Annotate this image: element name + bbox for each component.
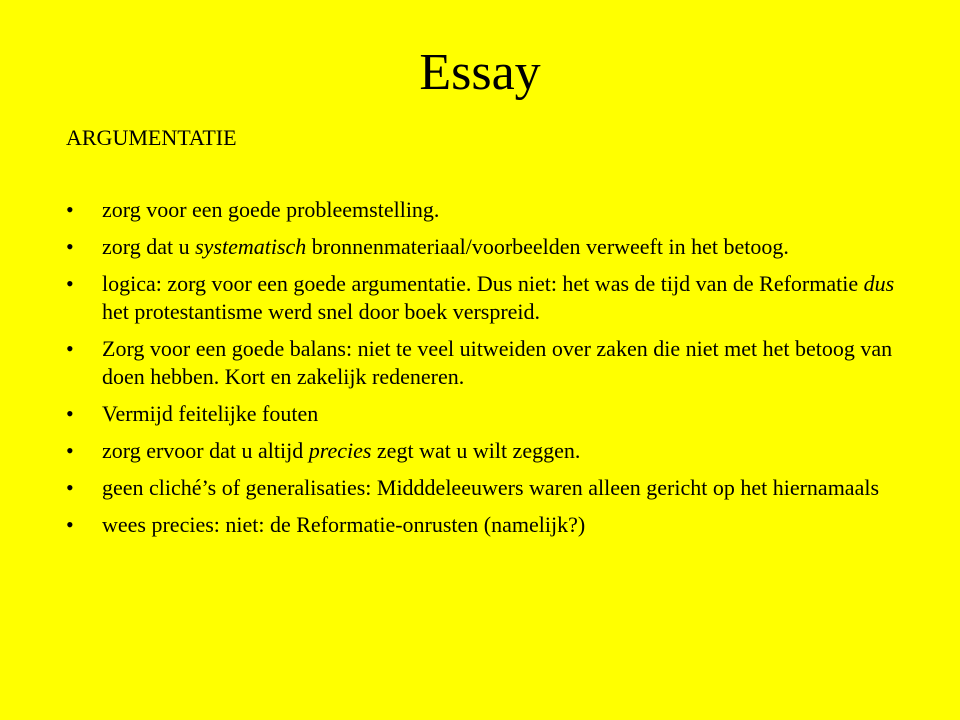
bullet-item: [66, 233, 906, 261]
bullet-item: [66, 400, 906, 428]
section-heading: ARGUMENTATIE: [66, 125, 237, 150]
bullet-text: bronnenmateriaal/voorbeelden verweeft in het betoog.: [306, 234, 789, 259]
bullet-text: wees precies: niet: de Reformatie-onrusten (namelijk?): [102, 512, 586, 537]
bullet-item: [66, 474, 906, 502]
emphasis-text: systematisch: [195, 234, 307, 259]
bullet-icon: •: [66, 234, 74, 259]
bullet-item: [66, 437, 906, 465]
emphasis-text: precies: [308, 438, 372, 463]
bullet-icon: •: [66, 438, 74, 463]
bullet-text: zorg ervoor dat u altijd: [102, 438, 309, 463]
bullet-text: zorg voor een goede probleemstelling.: [102, 197, 440, 222]
bullet-icon: •: [66, 475, 74, 500]
bullet-item: [66, 270, 906, 326]
bullet-text: Vermijd feitelijke fouten: [102, 401, 319, 426]
bullet-text: geen cliché’s of generalisaties: Midddeleeuwers waren alleen gericht op het hiernamaals: [102, 475, 880, 500]
bullet-text: zorg dat u: [102, 234, 196, 259]
bullet-text: logica: zorg voor een goede argumentatie. Dus niet: het was de tijd van de Reformatie: [102, 271, 864, 296]
bullet-item: [66, 196, 906, 224]
emphasis-text: dus: [863, 271, 895, 296]
bullet-icon: •: [66, 197, 74, 222]
bullet-list: [66, 196, 906, 548]
bullet-item: [66, 511, 906, 539]
slide-title: Essay: [419, 44, 541, 101]
bullet-icon: •: [66, 271, 74, 296]
bullet-icon: •: [66, 401, 74, 426]
bullet-icon: •: [66, 512, 74, 537]
bullet-item: [66, 335, 906, 391]
bullet-text: het protestantisme werd snel door boek verspreid.: [102, 299, 541, 324]
bullet-text: zegt wat u wilt zeggen.: [371, 438, 581, 463]
bullet-icon: •: [66, 336, 74, 361]
bullet-text: Zorg voor een goede balans: niet te veel uitweiden over zaken die niet met het betoog van doen hebben. Kort en zakelijk redeneren.: [102, 336, 893, 389]
